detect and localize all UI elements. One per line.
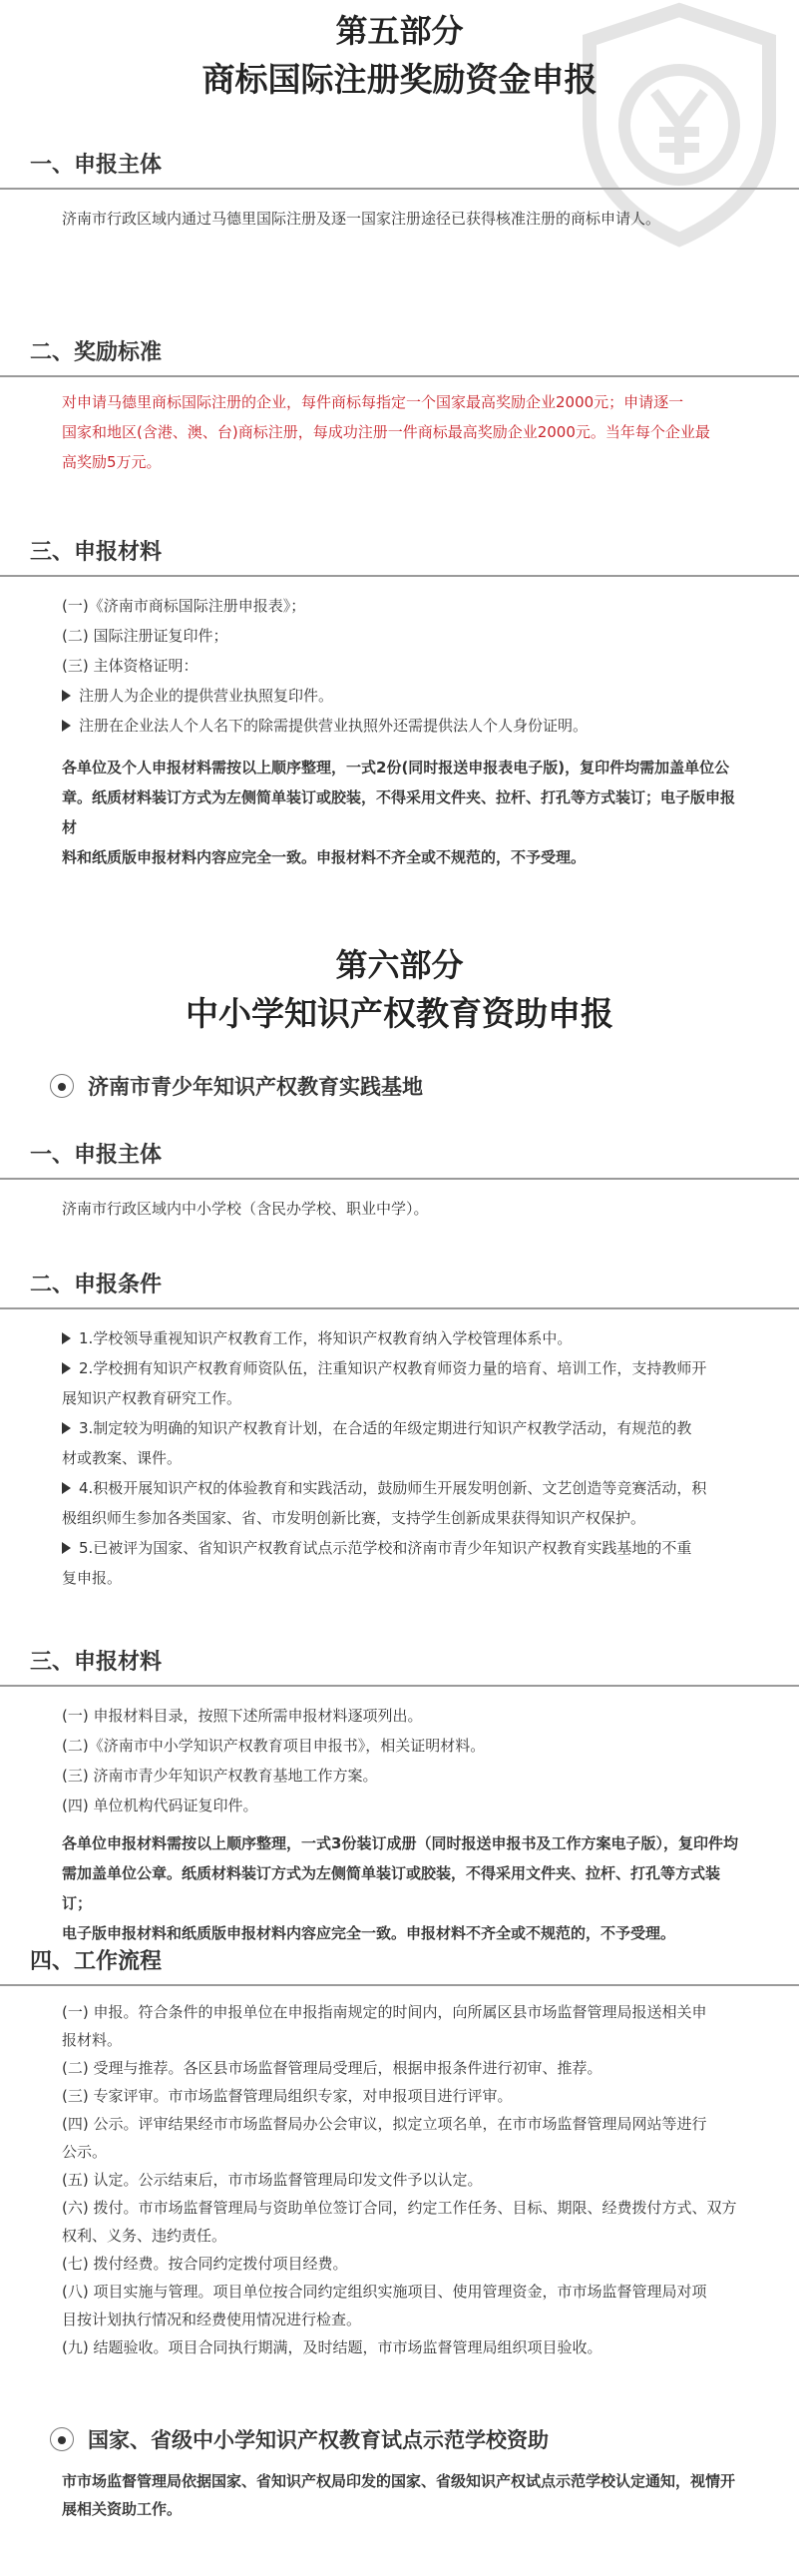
condition-line: [62, 1413, 749, 1443]
part6-title-line2: 中小学知识产权教育资助申报: [186, 994, 613, 1033]
text-line: 对申请马德里商标国际注册的企业，每件商标每指定一个国家最高奖励企业2000元；申请逐一: [62, 393, 684, 411]
part6-section-conditions: [0, 1270, 799, 1593]
conditions-list: [62, 1323, 749, 1593]
subsection-bullet-base: [50, 1072, 423, 1102]
note-line: 料和纸质版申报材料内容应完全一致。申报材料不齐全或不规范的，不予受理。: [62, 848, 587, 866]
text-line: 高奖励5万元。: [62, 453, 162, 471]
list-item: [62, 681, 749, 711]
list-item: (一) 申报材料目录，按照下述所需申报材料逐项列出。: [62, 1707, 423, 1725]
condition-text: 极组织师生参加各类国家、省、市发明创新比赛，支持学生创新成果获得知识产权保护。: [62, 1509, 646, 1527]
workflow-line: 权利、义务、违约责任。: [62, 2227, 227, 2245]
list-item: (三) 主体资格证明：: [62, 657, 199, 675]
triangle-bullet-icon: [62, 1362, 71, 1374]
section-heading: 三、申报材料: [30, 540, 163, 565]
part6-title: [0, 942, 799, 1040]
workflow-list: [62, 1998, 749, 2361]
section-text: 济南市行政区域内通过马德里国际注册及逐一国家注册途径已获得核准注册的商标申请人。: [62, 210, 661, 228]
triangle-bullet-icon: [62, 1422, 71, 1434]
condition-line: [62, 1533, 749, 1563]
triangle-bullet-icon: [62, 1332, 71, 1344]
condition-text: 展知识产权教育研究工作。: [62, 1389, 242, 1407]
workflow-line: (四) 公示。评审结果经市市场监督局办公会审议，拟定立项名单，在市市场监督管理局网站等进行: [62, 2115, 707, 2133]
workflow-line: (七) 拨付经费。按合同约定拨付项目经费。: [62, 2255, 348, 2273]
condition-text: 2.学校拥有知识产权教育师资队伍，注重知识产权教育师资力量的培育、培训工作，支持教师开: [79, 1359, 707, 1377]
list-item: (二)《济南市中小学知识产权教育项目申报书》，相关证明材料。: [62, 1737, 486, 1755]
divider: [0, 188, 799, 190]
divider: [0, 375, 799, 377]
subsection-bullet-pilot: [50, 2425, 549, 2455]
part6-section-materials: [0, 1647, 799, 1948]
sub-item: 注册人为企业的提供营业执照复印件。: [79, 687, 334, 705]
list-item: (三) 济南市青少年知识产权教育基地工作方案。: [62, 1767, 378, 1785]
subsection-title: 济南市青少年知识产权教育实践基地: [88, 1075, 423, 1099]
list-item: (一)《济南市商标国际注册申报表》；: [62, 597, 306, 615]
condition-line: [62, 1473, 749, 1503]
note-line: 需加盖单位公章。纸质材料装订方式为左侧简单装订或胶装，不得采用文件夹、拉杆、打孔等方式装订；: [62, 1864, 721, 1912]
workflow-line: (二) 受理与推荐。各区县市场监督管理局受理后，根据申报条件进行初审、推荐。: [62, 2059, 602, 2077]
part6-section-workflow: [0, 1946, 799, 2361]
section-text: 济南市行政区域内中小学校（含民办学校、职业中学）。: [62, 1200, 429, 1218]
part5-section-applicant: [0, 150, 799, 234]
section-heading: 一、申报主体: [30, 153, 163, 178]
workflow-line: (八) 项目实施与管理。项目单位按合同约定组织实施项目、使用管理资金，市市场监督管理局对项: [62, 2283, 707, 2301]
divider: [0, 575, 799, 577]
subsection-title: 国家、省级中小学知识产权教育试点示范学校资助: [88, 2428, 549, 2452]
part6-section-applicant: [0, 1140, 799, 1224]
workflow-line: 公示。: [62, 2143, 108, 2161]
condition-line: [62, 1443, 749, 1473]
divider: [0, 1307, 799, 1309]
part5-title: [0, 8, 799, 106]
condition-text: 3.制定较为明确的知识产权教育计划，在合适的年级定期进行知识产权教学活动，有规范的教: [79, 1419, 692, 1437]
workflow-line: 报材料。: [62, 2031, 123, 2049]
list-item: (四) 单位机构代码证复印件。: [62, 1797, 258, 1814]
section-heading: 四、工作流程: [30, 1949, 163, 1974]
workflow-line: (六) 拨付。市市场监督管理局与资助单位签订合同，约定工作任务、目标、期限、经费拨付方式、双方: [62, 2199, 737, 2217]
divider: [0, 1685, 799, 1687]
materials-note: [62, 1828, 749, 1948]
note-line: 各单位及个人申报材料需按以上顺序整理，一式2份(同时报送申报表电子版)，复印件均需加盖单位公: [62, 759, 730, 776]
section-heading: 二、奖励标准: [30, 340, 163, 365]
part5-title-line2: 商标国际注册奖励资金申报: [201, 60, 598, 99]
note-line: 电子版申报材料和纸质版申报材料内容应完全一致。申报材料不齐全或不规范的，不予受理。: [62, 1924, 676, 1942]
bullet-dot-icon: [50, 1074, 74, 1098]
materials-note: [62, 753, 749, 872]
note-line: 章。纸质材料装订方式为左侧简单装订或胶装，不得采用文件夹、拉杆、打孔等方式装订；电子版申报材: [62, 788, 736, 836]
workflow-line: 目按计划执行情况和经费使用情况进行检查。: [62, 2311, 362, 2328]
condition-text: 1.学校领导重视知识产权教育工作，将知识产权教育纳入学校管理体系中。: [79, 1329, 573, 1347]
pilot-note: [62, 2467, 760, 2523]
note-line: 市市场监督管理局依据国家、省知识产权局印发的国家、省级知识产权试点示范学校认定通知，视情开: [62, 2472, 736, 2490]
materials-list: [62, 1701, 749, 1820]
part5-section-materials: [0, 537, 799, 872]
note-line: 展相关资助工作。: [62, 2500, 183, 2518]
condition-text: 复申报。: [62, 1569, 123, 1587]
sub-item: 注册在企业法人个人名下的除需提供营业执照外还需提供法人个人身份证明。: [79, 717, 589, 735]
workflow-line: (一) 申报。符合条件的申报单位在申报指南规定的时间内，向所属区县市场监督管理局报送相关申: [62, 2003, 707, 2021]
triangle-bullet-icon: [62, 720, 71, 732]
condition-line: [62, 1503, 749, 1533]
section-heading: 二、申报条件: [30, 1273, 163, 1297]
list-item: (二) 国际注册证复印件；: [62, 627, 228, 645]
bullet-dot-icon: [50, 2427, 74, 2451]
condition-line: [62, 1353, 749, 1383]
section-heading: 一、申报主体: [30, 1143, 163, 1168]
part5-section-reward: [0, 337, 799, 477]
part5-title-line1: 第五部分: [335, 12, 464, 50]
condition-text: 材或教案、课件。: [62, 1449, 183, 1467]
text-line: 国家和地区(含港、澳、台)商标注册，每成功注册一件商标最高奖励企业2000元。当年每个企业最: [62, 423, 710, 441]
workflow-line: (九) 结题验收。项目合同执行期满，及时结题，市市场监督管理局组织项目验收。: [62, 2338, 602, 2356]
materials-list: [62, 591, 749, 741]
section-heading: 三、申报材料: [30, 1650, 163, 1675]
list-item: [62, 711, 749, 741]
reward-standard-text: [62, 387, 749, 477]
condition-text: 4.积极开展知识产权的体验教育和实践活动，鼓励师生开展发明创新、文艺创造等竞赛活动，积: [79, 1479, 707, 1497]
condition-line: [62, 1563, 749, 1593]
triangle-bullet-icon: [62, 1542, 71, 1554]
workflow-line: (三) 专家评审。市市场监督管理局组织专家，对申报项目进行评审。: [62, 2087, 513, 2105]
divider: [0, 1178, 799, 1180]
condition-line: [62, 1383, 749, 1413]
triangle-bullet-icon: [62, 1482, 71, 1494]
note-line: 各单位申报材料需按以上顺序整理，一式3份装订成册（同时报送申报书及工作方案电子版），复印件均: [62, 1834, 738, 1852]
divider: [0, 1984, 799, 1986]
condition-line: [62, 1323, 749, 1353]
triangle-bullet-icon: [62, 690, 71, 702]
workflow-line: (五) 认定。公示结束后，市市场监督管理局印发文件予以认定。: [62, 2171, 483, 2189]
condition-text: 5.已被评为国家、省知识产权教育试点示范学校和济南市青少年知识产权教育实践基地的不重: [79, 1539, 692, 1557]
part6-title-line1: 第六部分: [335, 946, 464, 984]
